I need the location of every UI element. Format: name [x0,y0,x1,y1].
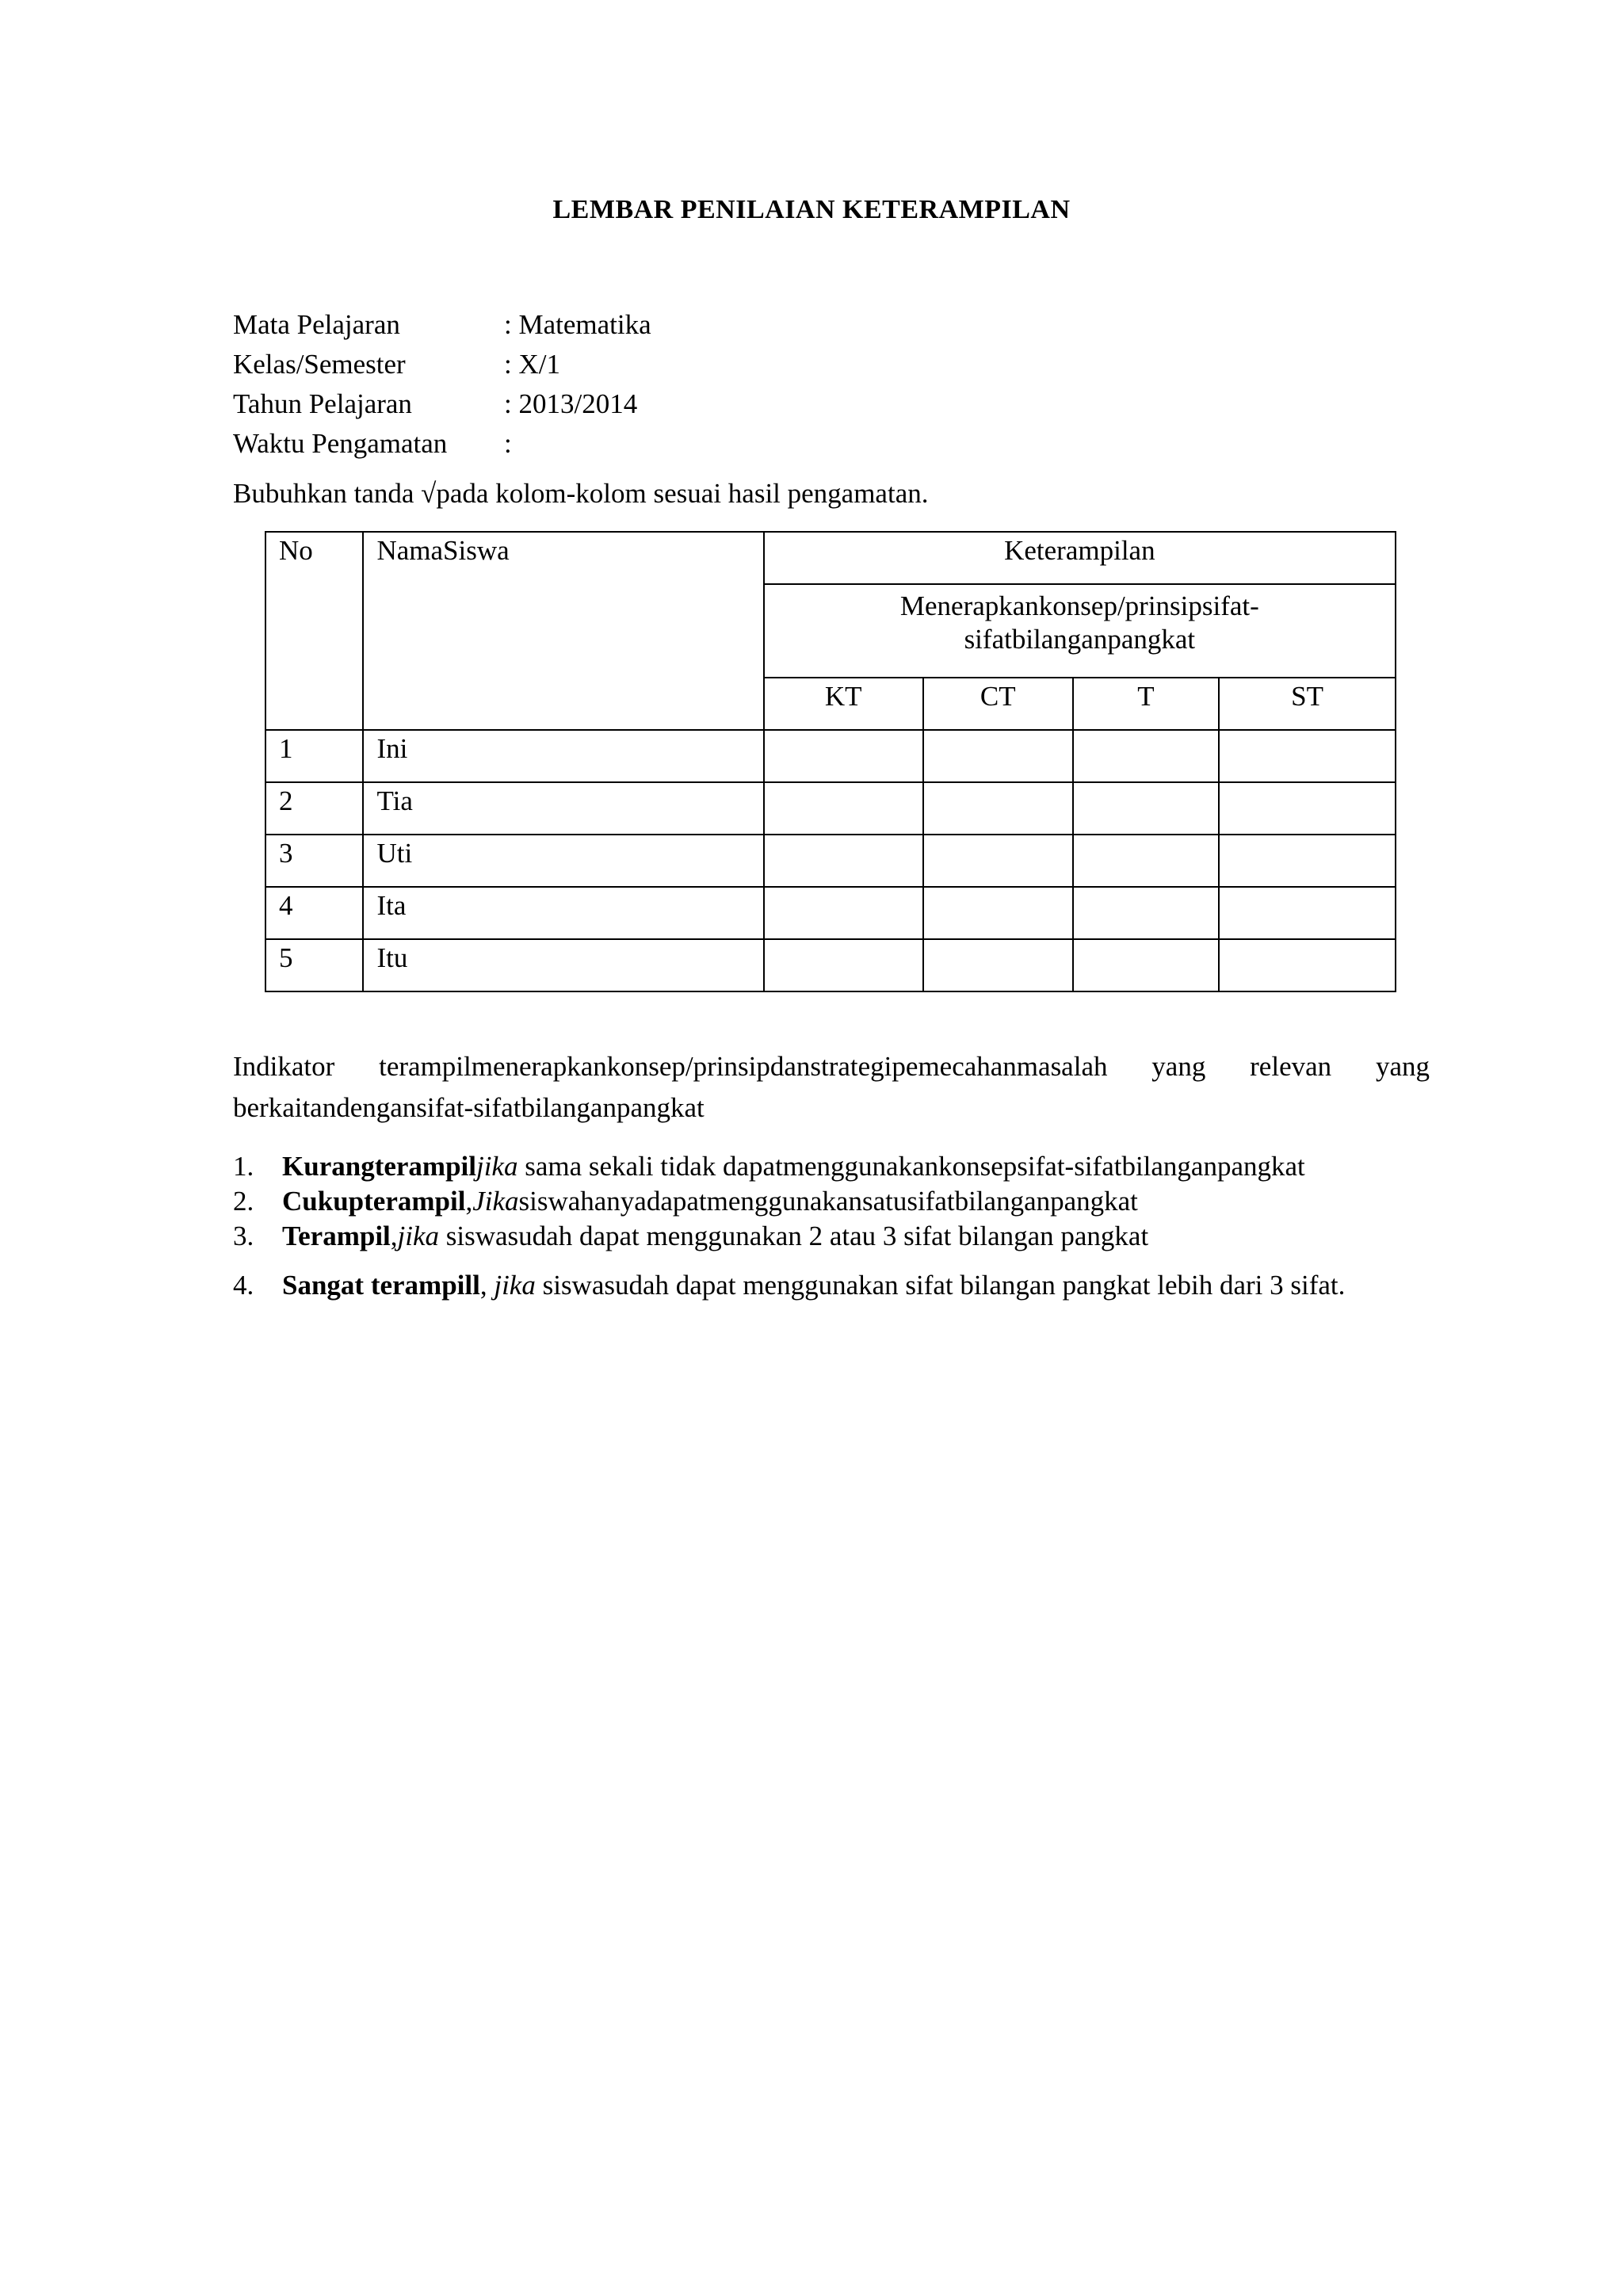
check-cell-ct[interactable] [923,835,1073,887]
criteria-description: sama sekali tidak dapatmenggunakankonsepsifat-sifatbilanganpangkat [517,1151,1305,1182]
header-level-kt: KT [764,678,923,730]
meta-value: : X/1 [504,349,560,380]
row-name: Itu [363,939,763,991]
check-cell-kt[interactable] [764,887,923,939]
meta-value: : 2013/2014 [504,388,638,419]
check-cell-st[interactable] [1219,939,1396,991]
check-cell-st[interactable] [1219,782,1396,835]
check-cell-ct[interactable] [923,887,1073,939]
meta-label: Waktu Pengamatan [233,428,448,459]
meta-label: Mata Pelajaran [233,309,400,340]
header-level-t: T [1073,678,1219,730]
check-cell-ct[interactable] [923,939,1073,991]
check-cell-kt[interactable] [764,782,923,835]
check-cell-t[interactable] [1073,730,1219,782]
meta-row [233,384,651,424]
row-no: 4 [265,887,363,939]
list-item [233,1268,1430,1303]
check-cell-t[interactable] [1073,782,1219,835]
check-cell-st[interactable] [1219,887,1396,939]
meta-row [233,305,651,345]
check-cell-t[interactable] [1073,835,1219,887]
list-number: 1. [233,1151,254,1182]
criteria-term: Kurangterampil [282,1151,476,1182]
table-row [265,730,1396,782]
header-no: No [265,532,363,730]
criteria-description: siswahanyadapatmenggunakansatusifatbilanganpangkat [518,1186,1138,1217]
check-cell-kt[interactable] [764,730,923,782]
meta-row [233,424,651,464]
meta-value: : [504,428,512,459]
check-cell-st[interactable] [1219,835,1396,887]
criteria-condition: jika [397,1221,440,1251]
row-no: 1 [265,730,363,782]
row-no: 3 [265,835,363,887]
row-name: Tia [363,782,763,835]
criteria-condition: jika [475,1151,518,1182]
criteria-separator: , [465,1186,473,1217]
indicator-paragraph: Indikator terampilmenerapkankonsep/prinsipdanstrategipemecahanmasalah yang relevan yang berkaitandengansifat-sifatbilanganpangkat [233,1051,1430,1123]
meta-row [233,345,651,384]
meta-label: Tahun Pelajaran [233,388,412,419]
row-no: 5 [265,939,363,991]
list-text [282,1268,1430,1303]
list-text [282,1219,1430,1254]
list-number: 3. [233,1221,254,1251]
skill-sub-line: sifatbilanganpangkat [964,624,1196,655]
table-row [265,835,1396,887]
criteria-condition: jika [494,1270,536,1301]
check-cell-ct[interactable] [923,782,1073,835]
criteria-separator: , [390,1221,398,1251]
meta-value: : Matematika [504,309,651,340]
header-level-ct: CT [923,678,1073,730]
row-name: Uti [363,835,763,887]
criteria-term: Terampil [282,1221,391,1251]
list-item [233,1184,1430,1219]
list-item [233,1219,1430,1254]
list-item [233,1149,1430,1184]
meta-label: Kelas/Semester [233,349,406,380]
criteria-list [233,1149,1430,1303]
criteria-separator: , [479,1270,495,1301]
criteria-condition: Jika [472,1186,519,1217]
list-text [282,1149,1430,1184]
header-skill-sub [764,584,1396,678]
row-name: Ita [363,887,763,939]
header-skill: Keterampilan [764,532,1396,584]
table-row [265,782,1396,835]
instruction-text: Bubuhkan tanda √pada kolom-kolom sesuai hasil pengamatan. [233,478,929,509]
row-no: 2 [265,782,363,835]
page-title: LEMBAR PENILAIAN KETERAMPILAN [552,195,1071,224]
check-cell-kt[interactable] [764,835,923,887]
list-number: 2. [233,1186,254,1217]
check-cell-t[interactable] [1073,887,1219,939]
check-cell-t[interactable] [1073,939,1219,991]
check-cell-ct[interactable] [923,730,1073,782]
criteria-term: Cukupterampil [282,1186,466,1217]
list-text [282,1184,1430,1219]
criteria-term: Sangat terampill [282,1270,480,1301]
criteria-description: siswasudah dapat menggunakan sifat bilangan pangkat lebih dari 3 sifat. [535,1270,1346,1301]
header-level-st: ST [1219,678,1396,730]
check-cell-kt[interactable] [764,939,923,991]
table-row [265,939,1396,991]
skill-sub-line: Menerapkankonsep/prinsipsifat- [899,590,1259,621]
criteria-description: siswasudah dapat menggunakan 2 atau 3 sifat bilangan pangkat [439,1221,1149,1251]
table-row [265,887,1396,939]
table-header-row [265,532,1396,584]
list-number: 4. [233,1270,254,1301]
row-name: Ini [363,730,763,782]
assessment-table [265,531,1396,992]
check-cell-st[interactable] [1219,730,1396,782]
header-name: NamaSiswa [363,532,763,730]
meta-block [233,305,651,464]
